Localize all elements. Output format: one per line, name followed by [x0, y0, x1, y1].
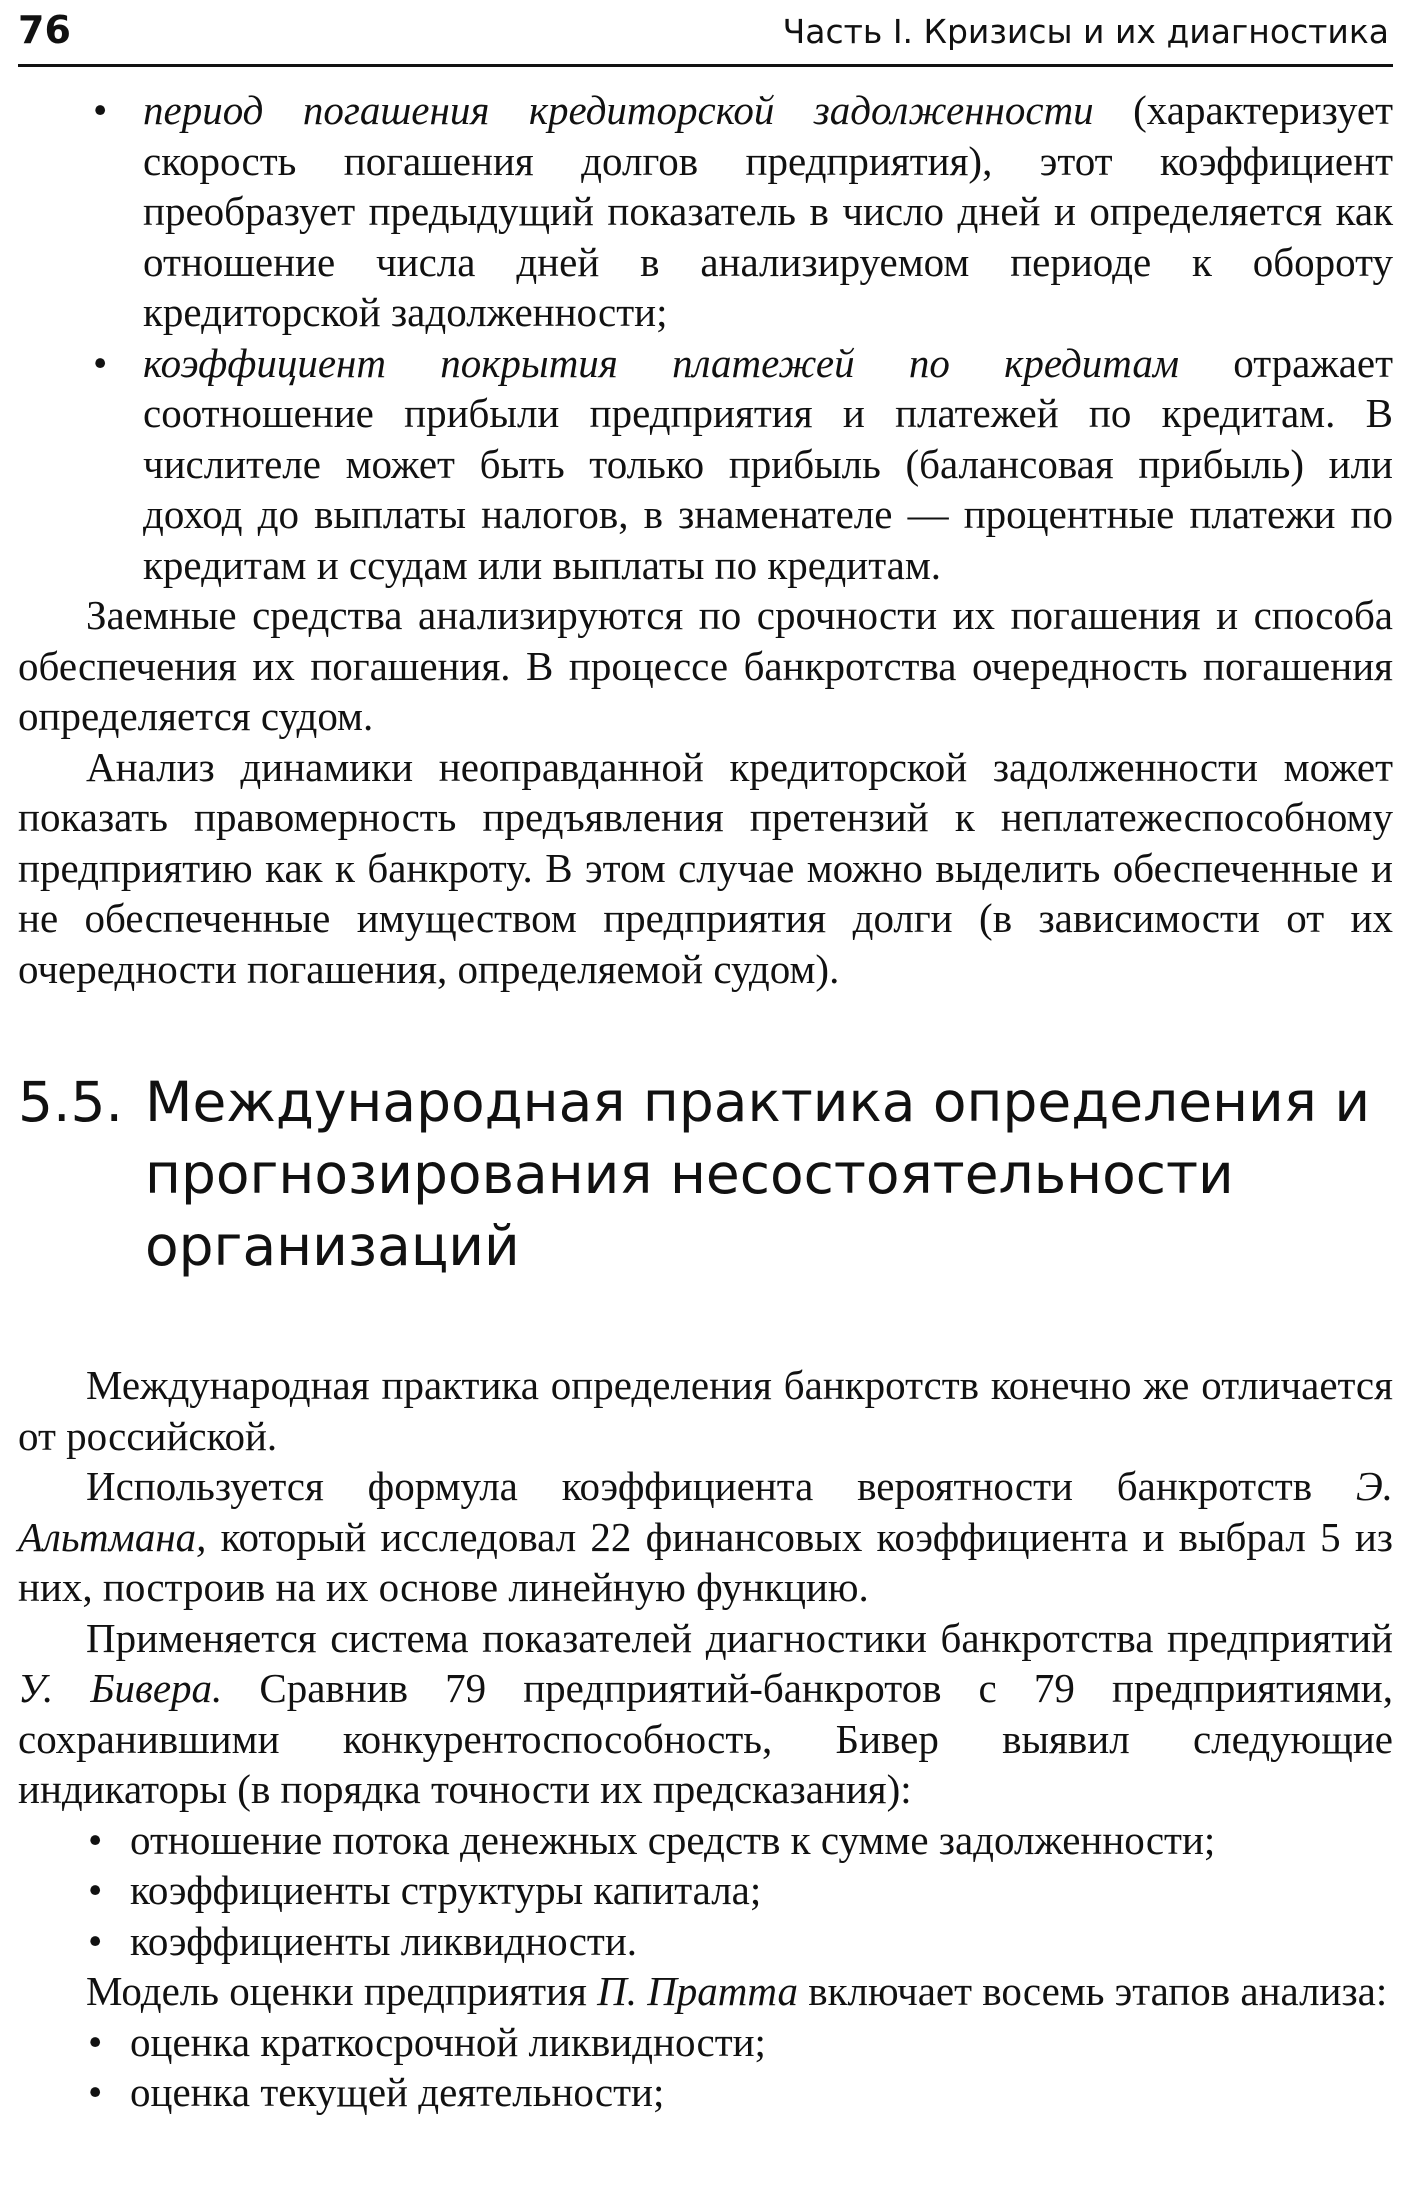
- author-name: Э. Альтмана,: [18, 1463, 1393, 1560]
- section-number: 5.5.: [18, 1070, 123, 1134]
- paragraph: [18, 1966, 1393, 2017]
- section-heading: [18, 1066, 1393, 1282]
- text-run: включает восемь этапов анализа:: [798, 1968, 1388, 2014]
- stage-list: [18, 2017, 1393, 2118]
- text-run: Модель оценки предприятия: [86, 1968, 598, 2014]
- author-name: П. Пратта: [597, 1968, 799, 2014]
- list-item: • оценка краткосрочной ликвидности;: [18, 2017, 1393, 2068]
- bullet-term: период погашения кредиторской задолженности: [143, 87, 1094, 133]
- author-name: У. Бивера.: [18, 1665, 223, 1711]
- bullet-text: отражает соотношение прибыли предприятия и платежей по кредитам. В числителе может быть только прибыль (балансовая прибыль) или доход до выплаты налогов, в знаменателе — процентные платежи по кредитам и ссудам или выплаты по кредитам.: [143, 339, 1394, 588]
- paragraph: Заемные средства анализируются по срочности их погашения и способа обеспечения их погашения. В процессе банкротства очередность погашения определяется судом.: [18, 592, 1393, 739]
- book-page: [18, 0, 1393, 2118]
- list-item: • коэффициенты ликвидности.: [18, 1916, 1393, 1967]
- paragraph: Международная практика определения банкротств конечно же отличается от российской.: [18, 1362, 1393, 1459]
- paragraph: [18, 1613, 1393, 1815]
- bullet-text: (характеризует скорость погашения долгов предприятия), этот коэффициент преобразует предыдущий показатель в число дней и определяется как отношение числа дней в анализируемом периоде к обороту кредиторской задолженности;: [143, 87, 1393, 335]
- list-item: [18, 85, 1393, 338]
- page-number: 76: [18, 8, 71, 52]
- running-header: [18, 6, 1393, 67]
- section-title: Международная практика определения и прогнозирования несостоятельности организаций: [145, 1070, 1371, 1278]
- ratio-bullet-list: [18, 85, 1393, 590]
- list-item: • коэффициенты структуры капитала;: [18, 1865, 1393, 1916]
- list-item: • оценка текущей деятельности;: [18, 2067, 1393, 2118]
- bullet-term: коэффициент покрытия платежей по кредитам: [143, 339, 1180, 386]
- running-title: Часть I. Кризисы и их диагностика: [782, 12, 1389, 51]
- text-run: Применяется система показателей диагностики банкротства предприятий: [86, 1614, 1393, 1661]
- paragraph: Анализ динамики неоправданной кредиторской задолженности может показать правомерность предъявления претензий к неплатежеспособному предприятию как к банкроту. В этом случае можно выделить обеспеченные и не обеспеченные имуществом предприятия долги (в зависимости от их очередности погашения, определяемой судом).: [18, 743, 1393, 992]
- indicator-list: [18, 1815, 1393, 1967]
- text-run: Сравнив 79 предприятий-банкротов с 79 предприятиями, сохранившими конкурентоспособность, Бивер выявил следующие индикаторы (в порядка точности их предсказания):: [18, 1665, 1393, 1812]
- text-run: Используется формула коэффициента вероятности банкротств: [86, 1463, 1356, 1509]
- text-run: который исследовал 22 финансовых коэффициента и выбрал 5 из них, построив на их основе линейную функцию.: [18, 1513, 1393, 1610]
- paragraph: [18, 1461, 1393, 1613]
- top-block: [18, 85, 1393, 994]
- list-item: [18, 338, 1393, 591]
- list-item: • отношение потока денежных средств к сумме задолженности;: [18, 1815, 1393, 1866]
